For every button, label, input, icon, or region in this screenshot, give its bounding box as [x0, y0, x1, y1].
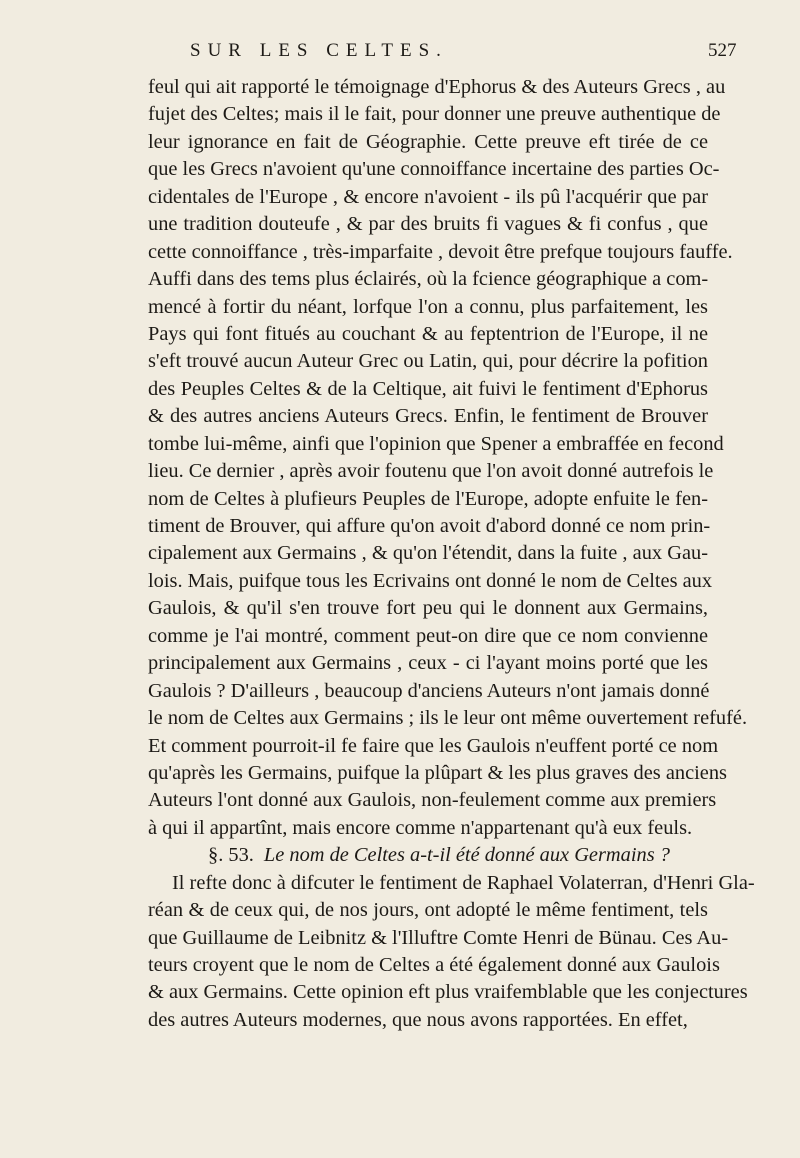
text-line: principalement aux Germains , ceux - ci l'ayant moins porté que les [148, 652, 708, 675]
text-body [148, 74, 755, 1034]
section-title: Le nom de Celtes a-t-il été donné aux Germains ? [263, 844, 670, 867]
text-line: Pays qui font fitués au couchant & au feptentrion de l'Europe, il ne [148, 322, 708, 345]
page-number: 527 [708, 40, 737, 61]
text-line: Auteurs l'ont donné aux Gaulois, non-feulement comme aux premiers [148, 789, 717, 812]
text-line: des Peuples Celtes & de la Celtique, ait fuivi le fentiment d'Ephorus [148, 377, 708, 400]
text-line: leur ignorance en fait de Géographie. Cette preuve eft tirée de ce [148, 130, 708, 153]
text-line: qu'après les Germains, puifque la plûpart & les plus graves des anciens [148, 761, 727, 784]
text-line: cipalement aux Germains , & qu'on l'étendit, dans la fuite , aux Gau- [148, 542, 708, 565]
text-line: & aux Germains. Cette opinion eft plus vraifemblable que les conjectures [148, 981, 748, 1004]
text-line: s'eft trouvé aucun Auteur Grec ou Latin, qui, pour décrire la pofition [148, 350, 708, 373]
text-line: Gaulois, & qu'il s'en trouve fort peu qui le donnent aux Germains, [148, 597, 708, 620]
text-line: fujet des Celtes; mais il le fait, pour donner une preuve authentique de [148, 103, 721, 126]
text-line: lieu. Ce dernier , après avoir foutenu que l'on avoit donné autrefois le [148, 460, 714, 483]
text-line: Auffi dans des tems plus éclairés, où la fcience géographique a com- [148, 268, 709, 291]
text-line: Gaulois ? D'ailleurs , beaucoup d'anciens Auteurs n'ont jamais donné [148, 679, 710, 702]
text-line: cette connoiffance , très-imparfaite , devoit être prefque toujours fauffe. [148, 240, 733, 263]
text-line: des autres Auteurs modernes, que nous avons rapportées. En effet, [148, 1008, 688, 1031]
text-line: feul qui ait rapporté le témoignage d'Ephorus & des Auteurs Grecs , au [148, 76, 726, 98]
text-line: à qui il appartînt, mais encore comme n'appartenant qu'à eux feuls. [148, 816, 693, 839]
text-line: Et comment pourroit-il fe faire que les Gaulois n'euffent porté ce nom [148, 734, 719, 757]
running-title: SUR LES CELTES. [190, 40, 448, 61]
paragraph-1 [148, 74, 748, 842]
text-line: lois. Mais, puifque tous les Ecrivains ont donné le nom de Celtes aux [148, 569, 713, 592]
text-line: Il refte donc à difcuter le fentiment de Raphael Volaterran, d'Henri Gla- [172, 871, 755, 894]
text-line: que Guillaume de Leibnitz & l'Illuftre Comte Henri de Bünau. Ces Au- [148, 926, 729, 949]
text-line: tombe lui-même, ainfi que l'opinion que Spener a embraffée en fecond [148, 432, 724, 455]
text-line: que les Grecs n'avoient qu'une connoiffance incertaine des parties Oc- [148, 158, 720, 181]
text-line: comme je l'ai montré, comment peut-on dire que ce nom convienne [148, 624, 708, 647]
text-line: cidentales de l'Europe , & encore n'avoient - ils pû l'acquérir que par [148, 185, 708, 208]
text-line: le nom de Celtes aux Germains ; ils le leur ont même ouvertement refufé. [148, 707, 748, 730]
text-line: teurs croyent que le nom de Celtes a été également donné aux Gaulois [148, 954, 720, 976]
section-heading [148, 842, 708, 869]
text-line: timent de Brouver, qui affure qu'on avoit d'abord donné ce nom prin- [148, 515, 711, 537]
text-line: réan & de ceux qui, de nos jours, ont adopté le même fentiment, tels [148, 899, 708, 922]
text-line: mencé à fortir du néant, lorfque l'on a connu, plus parfaitement, les [148, 295, 708, 318]
section-number: §. 53. [208, 844, 254, 867]
text-line: une tradition douteufe , & par des bruits fi vagues & fi confus , que [148, 213, 708, 236]
text-line: nom de Celtes à plufieurs Peuples de l'Europe, adopte enfuite le fen- [148, 487, 708, 510]
text-line: & des autres anciens Auteurs Grecs. Enfin, le fentiment de Brouver [148, 405, 708, 428]
paragraph-2 [148, 870, 755, 1035]
